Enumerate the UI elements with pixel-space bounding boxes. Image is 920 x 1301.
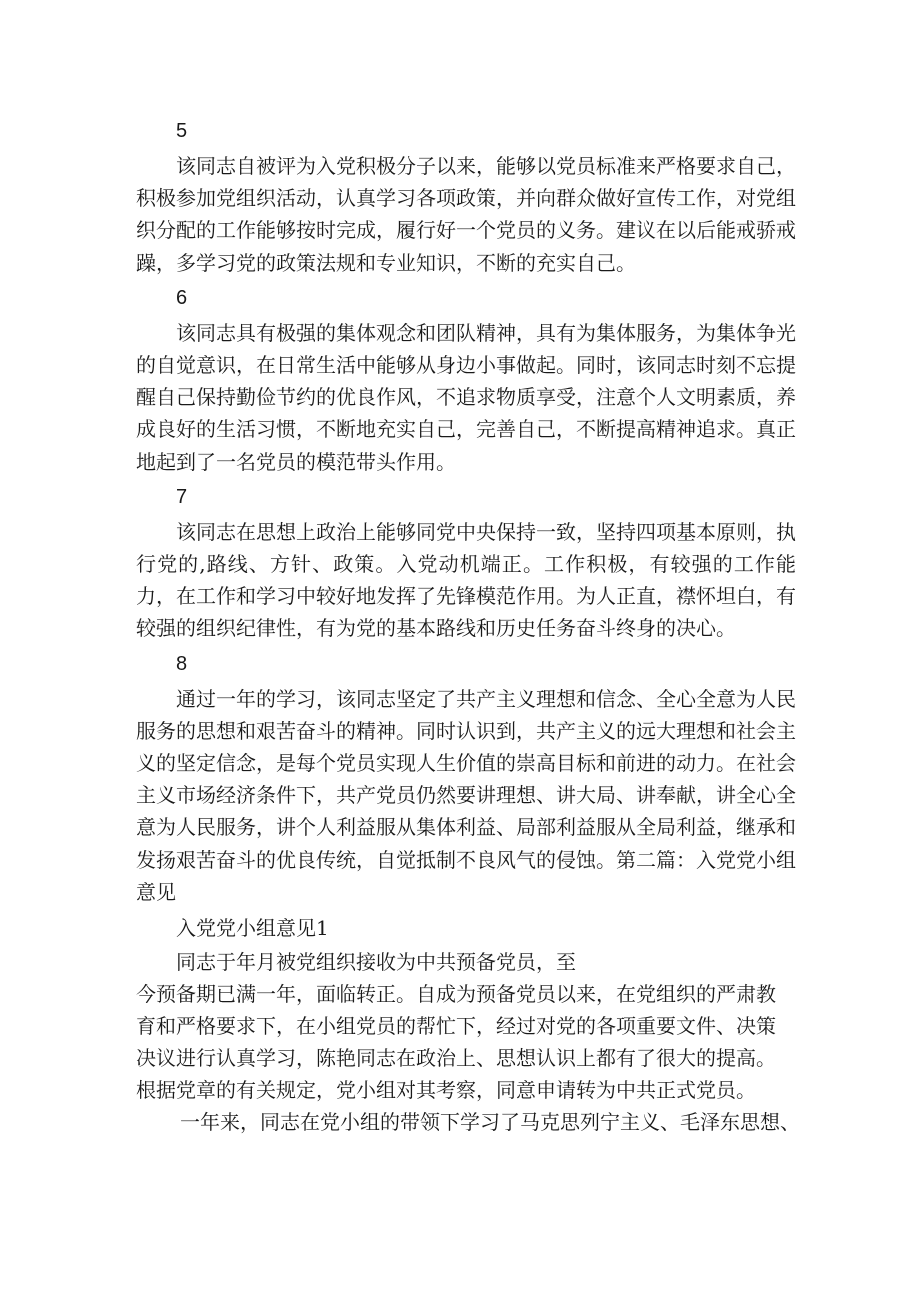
text-line: 今预备期已满一年，面临转正。自成为预备党员以来，在党组织的严肃教: [136, 982, 776, 1007]
section-number: 6: [176, 286, 188, 309]
section-paragraph: 该同志具有极强的集体观念和团队精神，具有为集体服务，为集体争光的自觉意识，在日常生活中能够从身边小事做起。同时，该同志时刻不忘提醒自己保持勤俭节约的优良作风，不追求物质享受，注意个人文明素质，养成良好的生活习惯，不断地充实自己，完善自己，不断提高精神追求。真正地起到了一名党员的模范带头作用。: [136, 320, 796, 474]
text-line: 一年来，同志在党小组的带领下学习了马克思列宁主义、毛泽东思想、: [180, 1110, 800, 1135]
text-line: 决议进行认真学习，陈艳同志在政治上、思想认识上都有了很大的提高。: [136, 1046, 776, 1071]
text-line: 根据党章的有关规定，党小组对其考察，同意申请转为中共正式党员。: [136, 1078, 756, 1103]
subheading: 入党党小组意见1: [176, 916, 329, 941]
section-number: 5: [176, 120, 188, 142]
section-number: 8: [176, 652, 188, 675]
text-line: 同志于年月被党组织接收为中共预备党员，至: [176, 950, 576, 975]
section-paragraph: 该同志在思想上政治上能够同党中央保持一致，坚持四项基本原则，执行党的,路线、方针、政策。入党动机端正。工作积极，有较强的工作能力，在工作和学习中较好地发挥了先锋模范作用。为人正直，襟怀坦白，有较强的组织纪律性，有为党的基本路线和历史任务奋斗终身的决心。: [136, 519, 796, 641]
text-line: 育和严格要求下，在小组党员的帮忙下，经过对党的各项重要文件、决策: [136, 1014, 776, 1039]
section-paragraph: 该同志自被评为入党积极分子以来，能够以党员标准来严格要求自己，积极参加党组织活动，认真学习各项政策，并向群众做好宣传工作，对党组织分配的工作能够按时完成，履行好一个党员的义务。建议在以后能戒骄戒躁，多学习党的政策法规和专业知识，不断的充实自己。: [136, 154, 796, 275]
section-paragraph: 通过一年的学习，该同志坚定了共产主义理想和信念、全心全意为人民服务的思想和艰苦奋斗的精神。同时认识到，共产主义的远大理想和社会主义的坚定信念，是每个党员实现人生价值的崇高目标和前进的动力。在社会主义市场经济条件下，共产党员仍然要讲理想、讲大局、讲奉献，讲全心全意为人民服务，讲个人利益服从集体利益、局部利益服从全局利益，继承和发扬艰苦奋斗的优良传统，自觉抵制不良风气的侵蚀。第二篇：入党党小组意见: [136, 686, 796, 904]
section-number: 7: [176, 485, 188, 508]
document-body: [136, 112, 800, 1138]
